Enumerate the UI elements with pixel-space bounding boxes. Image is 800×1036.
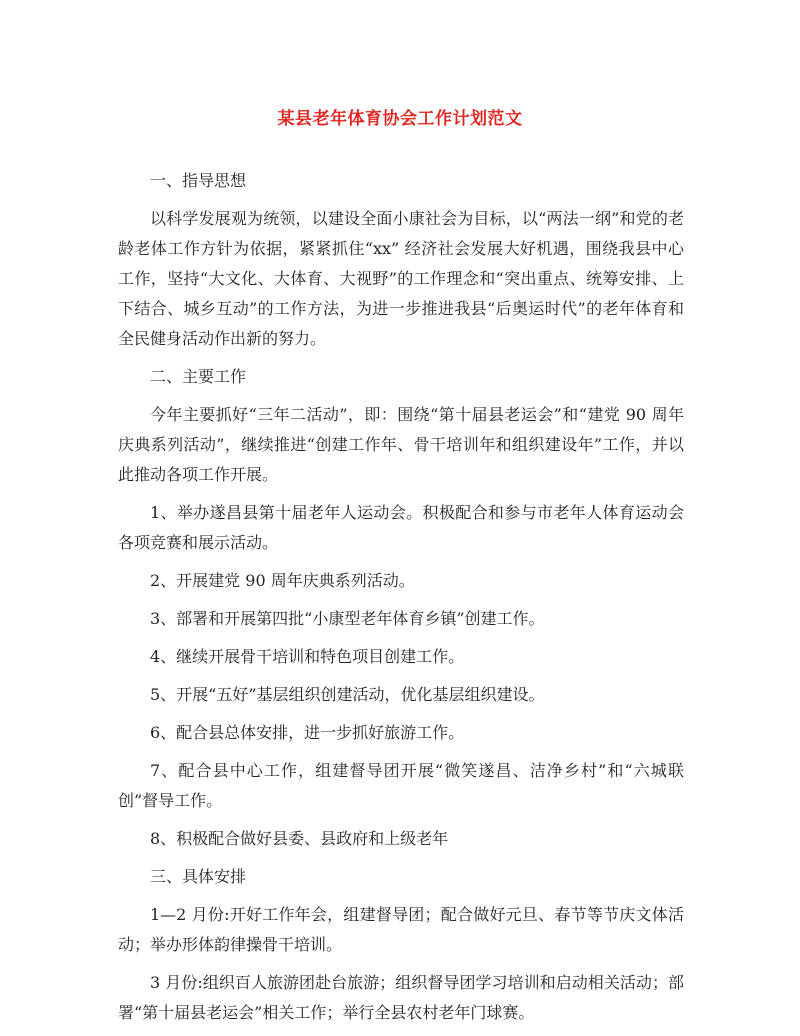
list-item-4: 4、继续开展骨干培训和特色项目创建工作。 [150, 647, 465, 666]
list-item-1: 1、举办遂昌县第十届老年人运动会。积极配合和参与市老年人体育运动会各项竞赛和展示活动。 [118, 503, 684, 552]
list-item-7: 7、配合县中心工作，组建督导团开展“微笑遂昌、洁净乡村”和“六城联创”督导工作。 [118, 761, 684, 810]
paragraph-main-work-intro: 今年主要抓好“三年二活动”，即：围绕“第十届县老运会”和“建党 90 周年庆典系列活动”，继续推进“创建工作年、骨干培训年和组织建设年”工作，并以此推动各项工作开展。 [118, 405, 684, 484]
section-heading-main-work: 二、主要工作 [150, 367, 247, 386]
list-item-5: 5、开展“五好”基层组织创建活动，优化基层组织建设。 [150, 685, 545, 704]
document-title: 某县老年体育协会工作计划范文 [277, 109, 523, 129]
section-heading-specific-arrangements: 三、具体安排 [150, 867, 247, 886]
list-item-3: 3、部署和开展第四批“小康型老年体育乡镇”创建工作。 [150, 609, 545, 628]
list-item-2: 2、开展建党 90 周年庆典系列活动。 [150, 571, 415, 590]
list-item-6: 6、配合县总体安排，进一步抓好旅游工作。 [150, 723, 465, 742]
schedule-item-march: 3 月份:组织百人旅游团赴台旅游；组织督导团学习培训和启动相关活动；部署“第十届县老运会”相关工作；举行全县农村老年门球赛。 [118, 973, 684, 1022]
paragraph-guiding-ideology: 以科学发展观为统领，以建设全面小康社会为目标，以“两法一纲”和党的老龄老体工作方针为依据，紧紧抓住“xx” 经济社会发展大好机遇，围绕我县中心工作，坚持“大文化、大体育、大视野”的工作理念和“突出重点、统筹安排、上下结合、城乡互动”的工作方法，为进一步推进我县“后奥运时代”的老年体育和全民健身活动作出新的努力。 [118, 209, 684, 348]
section-heading-guiding-ideology: 一、指导思想 [150, 171, 247, 190]
list-item-8: 8、积极配合做好县委、县政府和上级老年 [150, 829, 449, 848]
document-body [118, 166, 684, 1036]
schedule-item-jan-feb: 1—2 月份:开好工作年会，组建督导团；配合做好元旦、春节等节庆文体活动；举办形体韵律操骨干培训。 [118, 905, 684, 954]
